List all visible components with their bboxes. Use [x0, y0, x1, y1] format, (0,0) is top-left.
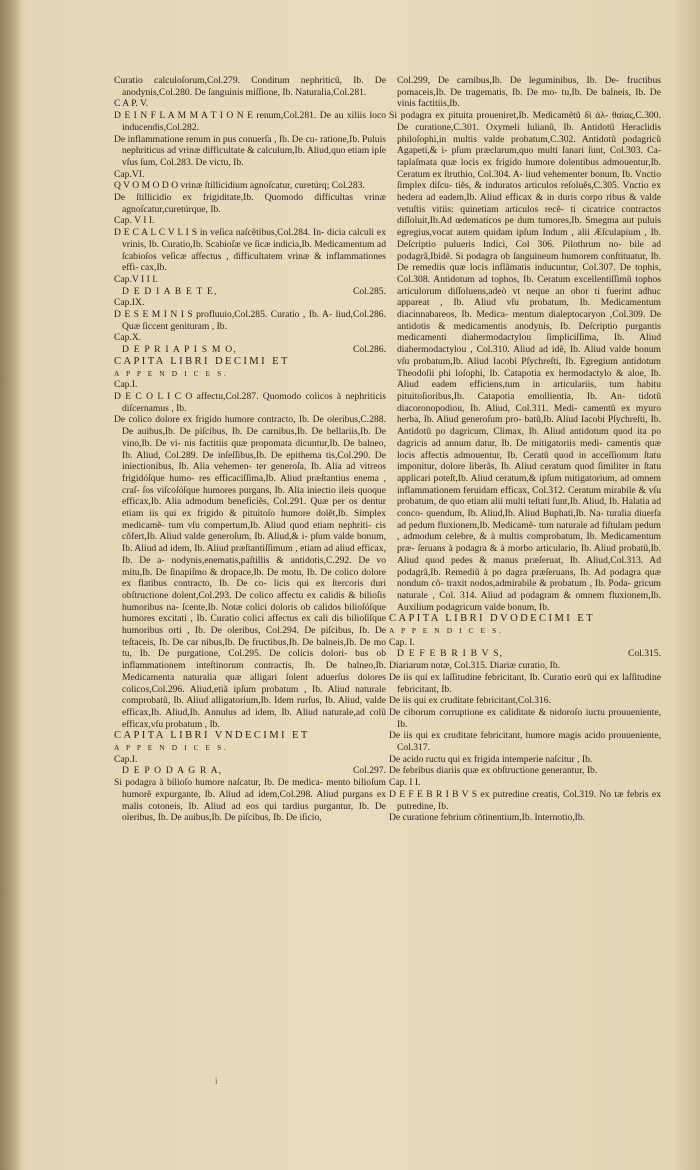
index-entry: De colico dolore ex frigido humore contracto, Ib. De oleribus,C.288. De auibus,Ib. De piſcibus, Ib. De carnibus,Ib. De bellariis,Ib. De vino,Ib. De vi- nis factitiis quæ propomata dicuntur,Ib. De balneo, Ib. Aliud, Col.289. De inſeſſibus,Ib. De epithema tis,Col.290. De iniectionibus, Ib. Alia vehemen- ter generoſa, Ib. Alia ad vitreos frigidóſque humo- res efficaciſſima,Ib. Aliud præſtantius enema , craſ- ſos viſcoſóſque humores purgans, Ib. Alia iniectio ileis quoque efficax,Ib. Alia admodum beneficiẽs, Col.291. Quæ per os dentur etiam iis qui ex frigido & pituitoſo humore dolẽt,Ib. Simplex medicamẽ- tum vſu compertum,Ib. Aliud quod etiam nephriti- cis cõfert,Ib. Aliud valde generoſum, Ib. Aliud,& i- pſum valde bonum, Ib. Aliud ad idem, Ib. Aliud præſtantiſſimum , etiam ad aliud efficax, Ib. De a- nodynis,enematis,paſtillis & antidotis,C.292. De vo mitu,Ib. De ſinapiſmo & dropace,Ib. De motu, Ib. De colico dolore ex flatibus contracto, Ib. De co- licis qui ex ſtercoris duri obſtructione dolent,Col.293. De colico affectu ex calidis & bilioſis humoribus na- ſcente,Ib. Notæ colici doloris ob calidos bilioſóſque humores excitati , Ib. Curatio colici affectus ex cali dis bilioſíſque humoribus orti , Ib. De oleribus, Col.294. De piſcibus, Ib. De teſtaceis, Ib. De car nibus,Ib. De fructibus,Ib. De balneis,Ib. De mo tu, Ib. De purgatione, Col.295. De colicis dolori- bus ob inflammationem inteſtinorum contractis, Ib. De balneo,Ib. Medicamenta naturalia quæ alligari ſolent aduerſus dolores colicos,Col.296. Aliud,etiã ipſum probatum , Ib. Aliud naturale comprobatũ, Ib. Aliud alligatorium,Ib. Idem rurſus, Ib. Aliud, valde efficax,Ib. Aliud,Ib. Annulus ad idem, Ib. Aliud naturale,ad colũ efficax,vſu probatum , Ib.: [114, 414, 386, 730]
chapter-number: Cap.VI.: [114, 168, 145, 180]
chapter-heading-row: [114, 765, 386, 777]
chapter-heading-row: [114, 344, 386, 356]
book-section-subtitle: A P P E N D I C E S.: [114, 743, 229, 753]
index-entry: De iis qui ex cruditate febricitant,Col.316.: [389, 695, 551, 707]
index-entry: Curatio calculoſorum,Col.279. Conditum nephriticũ, Ib. De anodynis,Col.280. De ſanguinis miſſione, Ib. Naturalia,Col.281.: [114, 75, 386, 98]
right-column: [389, 75, 661, 824]
index-entry: De febribus diariis quæ ex obſtructione generantur, Ib.: [389, 765, 598, 777]
book-section-title: CAPITA LIBRI VNDECIMI ET: [114, 730, 310, 742]
column-reference: Col.297.: [352, 765, 386, 777]
chapter-heading-label: D E F E B R I B V S,: [397, 648, 504, 660]
index-entry: Si podagra ex pituita proueniret,Ib. Medicamẽtũ δὶ ἀλ- θαίας,C.300. De curatione,C.301. Oxymeli Iulianũ, Ib. Antidotũ Heraclidis philoſophi,in multis valde probatum,C.302. Antidotũ podagricũ Agapeti,& i- pſum præclarum,quo multi ſanari ſunt, Col.303. Ca- taplaſmata quæ locis ex frigido humore dolentibus admouentur,Ib. Ceratum ex ſtruthio, Col.304. A- liud vehementer bonum, Ib. Vnctio ſimplex diſcu- tiẽs, & induratos articulos reſoluẽs,C.305. Vnctio ex hedera ad eadem,Ib. Aliud efficax & in duris corpo ribus & valde vetuſtis vitiis: quinetiam articulos recẽ- ti cicatrice contractos diſſoluit,Ib.Ad œdematicos pe dum tumores,Ib. Smegma aut puluis egregius,vocat autem quidam ipſum Indum , alii Æſculapium , Ib. Deſcriptio pulueris Indici, Col 306. Pilothrum no- bile ad podagrã,Ibidẽ. Si podagra ob ſanguineum humorem conſtituatur, Ib. De remediis quæ locis inflãmatis inducuntur, Col.307. De tophis, Col.308. Antidotum ad tophos, Ib. Ceratum excellentiſſimũ tophos articulorum diſſoluens,adeò vt neque an obor ti fuerint adhuc appareat , Ib. Aliud vſu probatum, Ib. Medicamentum diacinnabareos, Ib. Medica- mentum dialeptocaryon ,Col.309. De antidotis & medicamentis anodynis, Ib. Deſcriptio purgantis medicamenti diahermodactylou ſimpliciſſima, Ib. Aliud diahermodactylou , Col.310. Aliud ad idẽ, Ib. Aliud valde bonum vſu probatum,Ib. Aliud Iacobi Pſychreſti, Ib. Egregium antidotum Theodoſii phi loſophi, Ib. Catapotia ex hermodactylo & aloe, Ib. Aliud eadem efficiens,tum in articulariis, tum habitu pituitoſioribus,Ib. Catapotia emollientia, Ib. An- tidotũ diacoronopodiou, Ib. Aliud, Col.311. Medi- camentũ ex myuro herba, Ib. Aliud generoſum pro- batũ,Ib. Aliud Iacobi Pſychreſti, Ib. Antidotũ po dagricum, Climax, Ib. Aliud antidotum quod ita po dagricis ad annum datur, Ib. De mitigatoriis medi- camentis quæ locis affectis admouentur, Ib. Ceratũ quod in acceſſionum ſtatu imponitur, dolore liberãs, Ib. Aliud ceratum quod ſimiliter in ſtatu applicari poteſt,Ib. Aliud ceratum,& ipſum mitigatorium, ad omnem inflammationem feruidam efficax, Col.312. Ceratum mirabile & vſu probatum, de quo etiam alii multi teſtati ſunt,Ib. Aliud, Ib. Halatia ad conco- quendum, Ib. Aliud,Ib. Aliud Buphati,Ib. Na- turalia diuerſa ad pedum fluxionem,Ib. Medicamẽ- tum naturale ad fiſtulam pedum , admodum celebre, & à multis comprobatum, Ib. Medicamentum præ- ſeruans à podagra & à morbo articulario, Ib. Aliud probatũ,Ib. Aliud quod pedes & manus præſeruat, Ib. Aliud,Col.313. Ad podagrã,Ib. Remediũ à po dagra præſeruans, Ib. Ad podagra quæ nondum cõ- traxit nodos,admirabile & probatum , Ib. Poda- gricum naturale , Col. 314. Aliud ad podagram & omnem fluxionem,Ib. Auxilium podagricum valde bonum, Ib.: [389, 110, 661, 613]
binding-gutter: [0, 0, 22, 1170]
index-entry: De ciborum corruptione ex caliditate & nidoroſo iuctu prouueniente, Ib.: [389, 706, 661, 730]
index-entry: D E C A L C V L I S in veſica naſcẽtibus,Col.284. In- dicia calculi ex vrinis, Ib. Curatio,Ib. Scabioſæ ve ſicæ indicia,Ib. Medicamentum ad ſcabioſos veſicæ affectus , difficultatem vrinæ & inflammationes effi- cax,Ib.: [114, 227, 386, 274]
index-entry: De inflammatione renum in pus conuerſa , Ib. De cu- ratione,Ib. Puluis nephriticus ad vrinæ difficultate & calculum,Ib. Aliud,quo etiam ipſe vſus ſum, Col.283. De victu, Ib.: [114, 133, 386, 168]
chapter-heading-label: D E P O D A G R A,: [122, 765, 223, 777]
index-entry: D E F E B R I B V S ex putredine creatis, Col.319. No tæ febris ex putredine, Ib.: [389, 788, 661, 812]
chapter-number: Cap. V I I.: [114, 215, 155, 227]
book-section-title: CAPITA LIBRI DVODECIMI ET: [389, 613, 595, 625]
chapter-number: Cap.V I I I.: [114, 273, 158, 285]
left-column: [114, 75, 386, 824]
index-entry: Diariarum notæ, Col.315. Diariæ curatio, Ib.: [389, 660, 561, 672]
index-entry: Si podagra à bilioſo humore naſcatur, Ib. De medica- mento bilioſum humorẽ expurgante, Ib. Aliud ad idem,Col.298. Aliud purgans ex malis cotoneis, Ib. Aliud ad eos qui tardius purgantur, Ib. De oleribus, Ib. De auibus,Ib. De piſcibus, Ib. De iſicio,: [114, 777, 386, 824]
chapter-number: Cap.X.: [114, 332, 142, 344]
index-entry: D E I N F L A M M A T I O N E renum,Col.281. De au xiliis loco inducendis,Col.282.: [114, 110, 386, 133]
book-section-subtitle: A P P E N D I C E S.: [389, 626, 504, 636]
chapter-heading-label: D E D I A B E T E,: [122, 285, 218, 297]
chapter-number: Cap.IX.: [114, 297, 145, 309]
index-entry: De ſtillicidio ex frigiditate,Ib. Quomodo difficultas vrinæ agnoſcatur,curetúrque, Ib.: [114, 192, 386, 215]
index-entry: De curatione febrium cõtinentium,Ib. Internotio,Ib.: [389, 812, 586, 824]
chapter-heading-row: [389, 648, 661, 660]
index-entry: De acido ructu qui ex frigida intemperie naſcitur , Ib.: [389, 753, 593, 765]
chapter-number: Cap.I.: [114, 379, 138, 391]
chapter-number: Cap. I.: [389, 636, 415, 648]
column-reference: Col.315.: [627, 648, 661, 660]
index-entry: Q V O M O D O vrinæ ſtillicidium agnoſcatur, curetúrq; Col.283.: [114, 180, 365, 192]
chapter-number: C A P. V.: [114, 98, 149, 110]
index-entry: D E C O L I C O affectu,Col.287. Quomodo colicos à nephriticis diſcernamus , Ib.: [114, 390, 386, 414]
column-reference: Col.285.: [352, 285, 386, 297]
index-entry: De iis qui ex laſſitudine febricitant, Ib. Curatio eorũ qui ex laſſitudine febricitant, Ib.: [389, 671, 661, 695]
index-entry: De iis qui ex cruditate febricitant, humore magis acido prouueniente, Col.317.: [389, 730, 661, 754]
chapter-number: Cap.I.: [114, 753, 138, 765]
folio-mark: i: [215, 1076, 218, 1086]
column-reference: Col.286.: [352, 344, 386, 356]
book-section-title: CAPITA LIBRI DECIMI ET: [114, 355, 290, 367]
index-entry-continued: Col.299, De carnibus,Ib. De leguminibus, Ib. De- fructibus pomaceis,Ib. De tragematis, Ib. De mo- tu,Ib. De balneis, Ib. De vinis factitiis,Ib.: [397, 75, 661, 110]
chapter-heading-label: D E P R I A P I S M O,: [122, 344, 237, 356]
index-entry: D E S E M I N I S profluuio,Col.285. Curatio , Ib. A- liud,Col.286. Quæ ſiccent genituram , Ib.: [114, 309, 386, 332]
chapter-heading-row: [114, 286, 386, 298]
book-section-subtitle: A P P E N D I C E S.: [114, 368, 229, 378]
chapter-number: Cap. I I.: [389, 777, 421, 789]
